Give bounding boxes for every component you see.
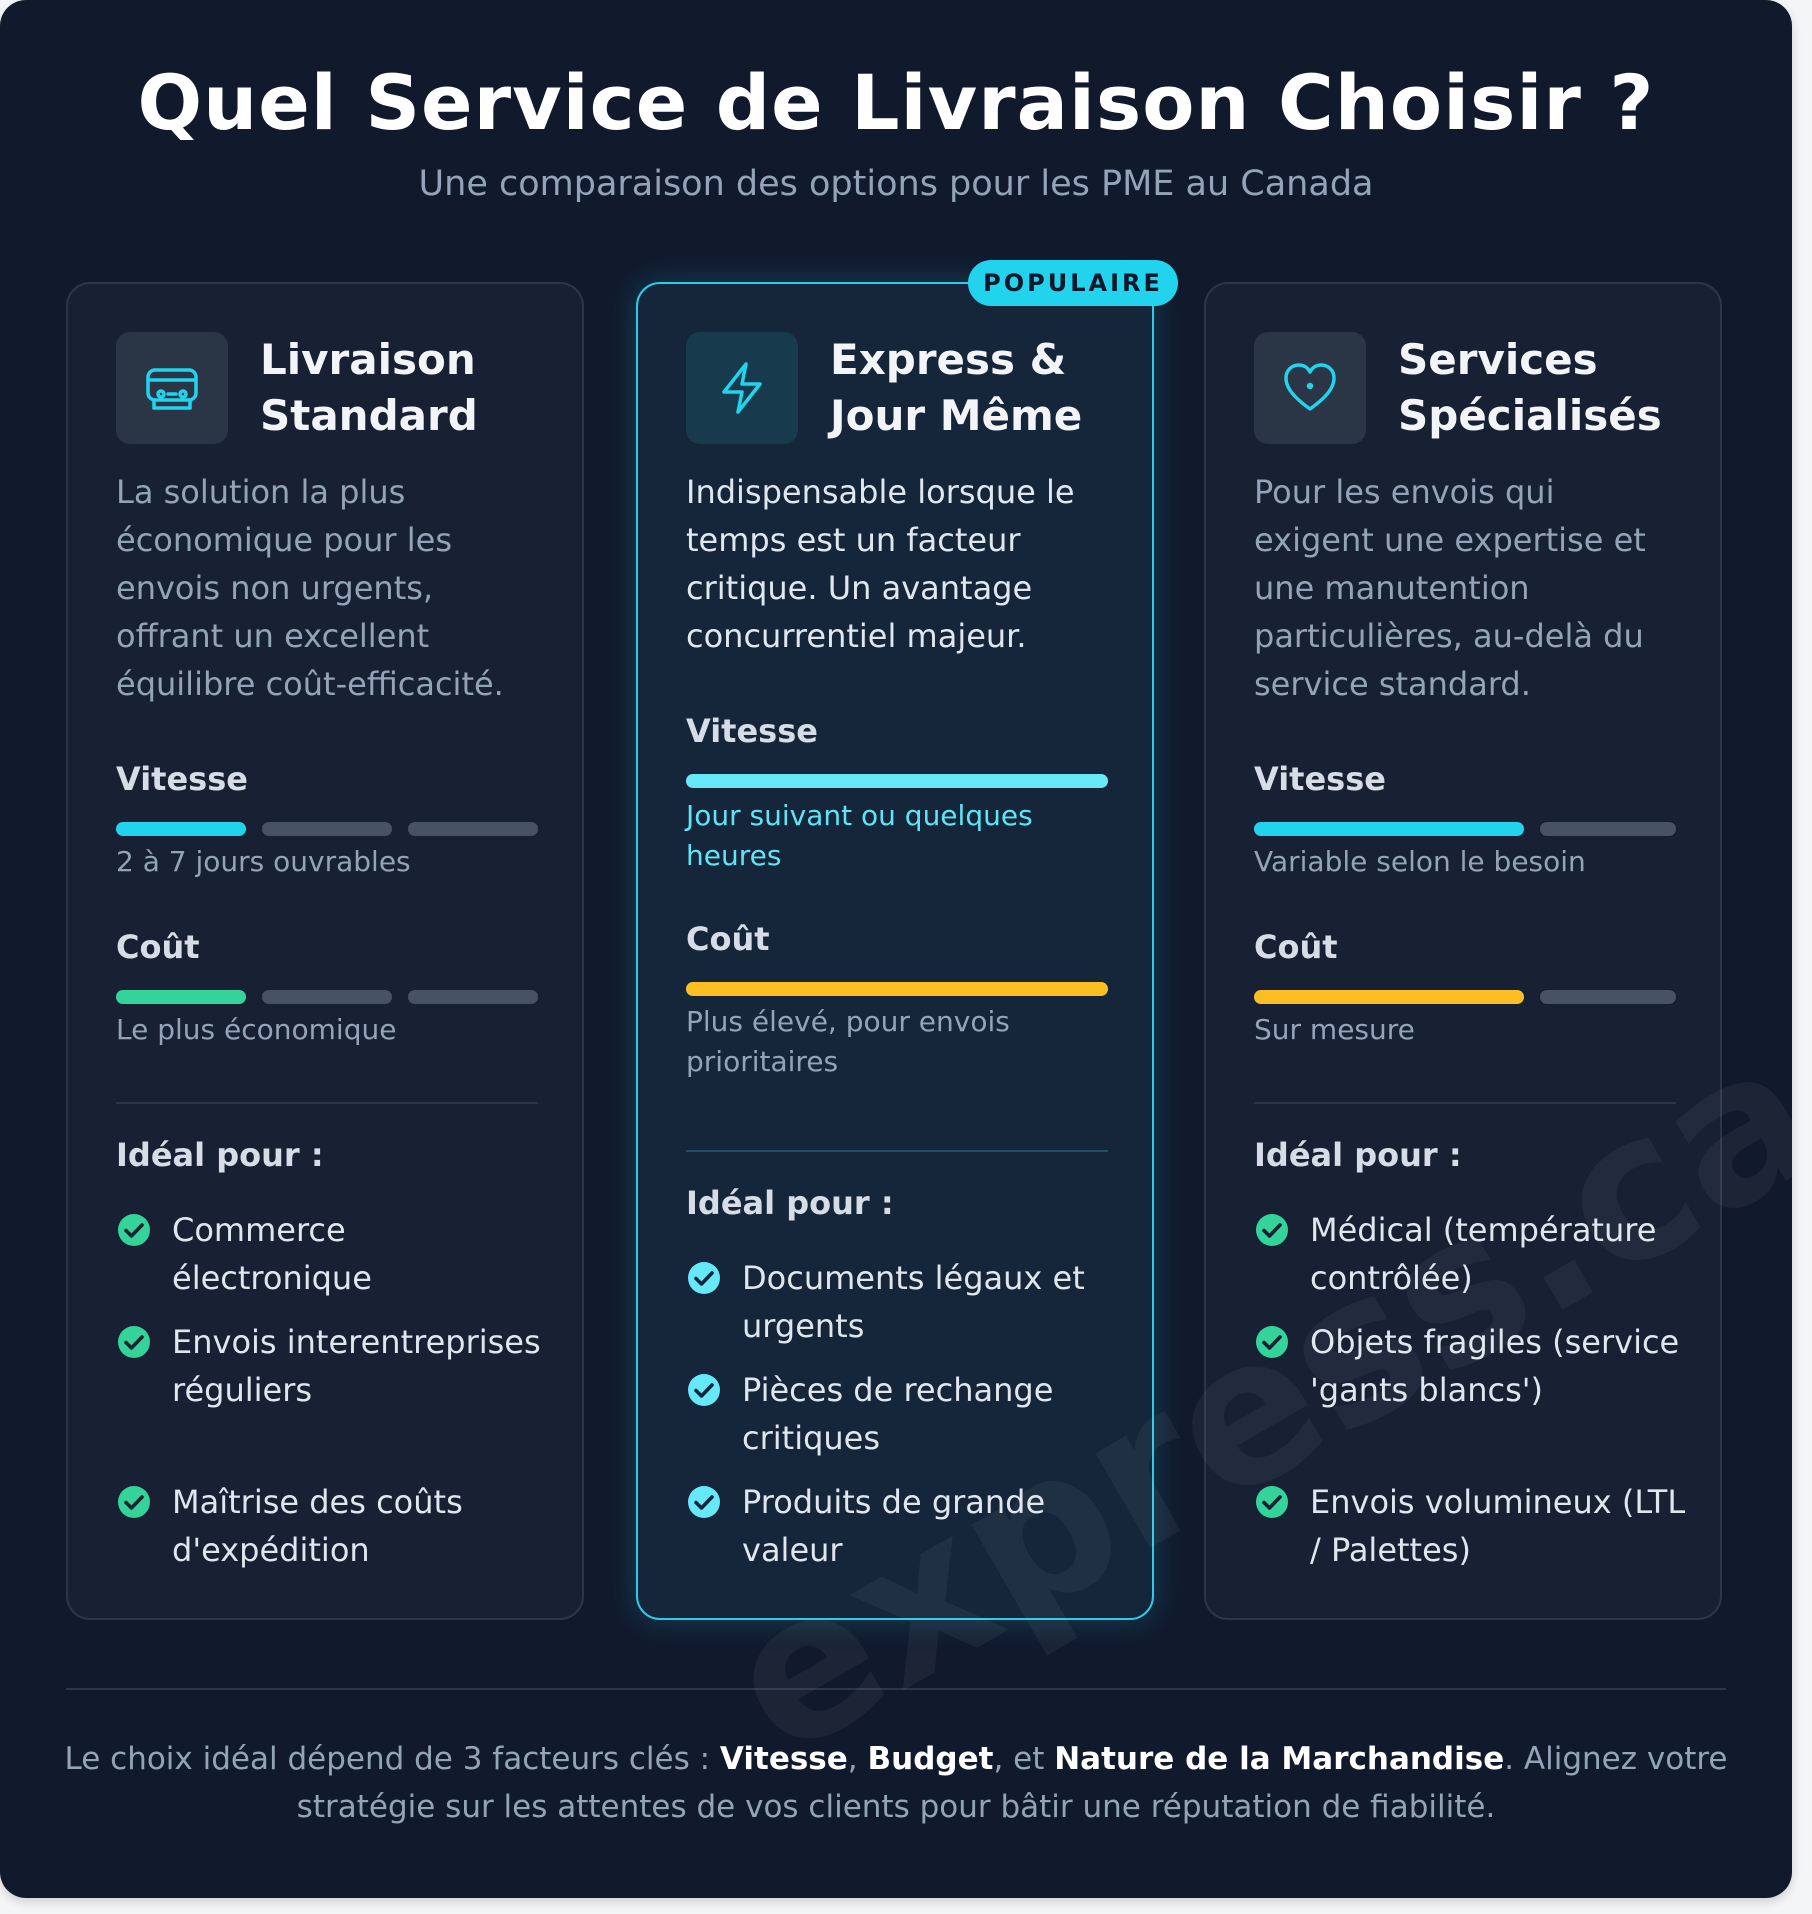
footer-factor-speed: Vitesse [719,1741,848,1777]
divider [1254,1102,1676,1104]
page-title: Quel Service de Livraison Choisir ? [137,58,1655,147]
meter-segment [1254,990,1524,1004]
list-item-text: Envois interentreprises réguliers [172,1323,541,1409]
footer-factor-nature: Nature de la Marchandise [1054,1741,1505,1777]
card-express [636,282,1154,1620]
card-title: Services Spécialisés [1398,335,1662,440]
list-item-text: Médical (température contrôlée) [1310,1211,1657,1297]
check-circle-icon [116,1212,152,1252]
list-item-text: Produits de grande valeur [742,1483,1046,1569]
ideal-label: Idéal pour : [116,1136,324,1174]
check-circle-icon [686,1260,722,1300]
list-item-text: Maîtrise des coûts d'expédition [172,1483,463,1569]
cost-meter [1254,990,1676,1004]
cost-meter [116,990,538,1004]
cost-note: Le plus économique [116,1013,397,1046]
icon-box [116,332,228,444]
check-circle-icon [1254,1212,1290,1252]
speed-meter [1254,822,1676,836]
meter-segment [408,990,538,1004]
cost-note: Sur mesure [1254,1013,1415,1046]
check-circle-icon [686,1372,722,1412]
card-standard [66,282,584,1620]
icon-box [1254,332,1366,444]
speed-label: Vitesse [1254,760,1386,798]
footer-divider [66,1688,1726,1690]
divider [116,1102,538,1104]
footer-factor-budget: Budget [867,1741,994,1777]
speed-label: Vitesse [686,712,818,750]
footer-text [60,1735,1732,1831]
card-description: Indispensable lorsque le temps est un facteur critique. Un avantage concurrentiel majeur. [686,473,1075,655]
card-description: La solution la plus économique pour les envois non urgents, offrant un excellent équilibre coût-efficacité. [116,473,504,703]
speed-note: Variable selon le besoin [1254,845,1586,878]
meter-segment [1540,822,1676,836]
speed-meter [116,822,538,836]
list-item-text: Objets fragiles (service 'gants blancs') [1310,1323,1680,1409]
speed-note: 2 à 7 jours ouvrables [116,845,411,878]
card-specialized [1204,282,1722,1620]
icon-box [686,332,798,444]
speed-meter [686,774,1108,788]
list-item-text: Documents légaux et urgents [742,1259,1085,1345]
list-item-text: Envois volumineux (LTL / Palettes) [1310,1483,1686,1569]
meter-segment [1540,990,1676,1004]
popular-badge: POPULAIRE [968,260,1178,306]
cost-label: Coût [686,920,770,958]
meter-segment [262,822,392,836]
card-description: Pour les envois qui exigent une expertise et une manutention particulières, au-delà du service standard. [1254,473,1646,703]
ideal-label: Idéal pour : [1254,1136,1462,1174]
footer-separator: , et [993,1741,1055,1777]
cost-label: Coût [116,928,200,966]
check-circle-icon [116,1324,152,1364]
check-circle-icon [1254,1324,1290,1364]
list-item-text: Pièces de rechange critiques [742,1371,1054,1457]
check-circle-icon [686,1484,722,1524]
footer-separator: , [847,1741,868,1777]
speed-note: Jour suivant ou quelques heures [686,799,1033,872]
card-title: Express & Jour Même [830,335,1083,440]
cost-meter [686,982,1108,996]
page-subtitle: Une comparaison des options pour les PME au Canada [418,164,1374,204]
meter-segment [686,774,1108,788]
check-circle-icon [1254,1484,1290,1524]
footer-suffix: . Alignez votre stratégie sur les attentes de vos clients pour bâtir une réputation de fiabilité. [296,1741,1728,1825]
meter-segment [408,822,538,836]
speed-label: Vitesse [116,760,248,798]
meter-segment [686,982,1108,996]
meter-segment [116,990,246,1004]
cost-note: Plus élevé, pour envois prioritaires [686,1005,1010,1078]
cost-label: Coût [1254,928,1338,966]
footer-prefix: Le choix idéal dépend de 3 facteurs clés : [64,1741,720,1777]
check-circle-icon [116,1484,152,1524]
meter-segment [262,990,392,1004]
meter-segment [116,822,246,836]
list-item-text: Commerce électronique [172,1211,372,1297]
meter-segment [1254,822,1524,836]
card-title: Livraison Standard [260,335,478,440]
divider [686,1150,1108,1152]
ideal-label: Idéal pour : [686,1184,894,1222]
